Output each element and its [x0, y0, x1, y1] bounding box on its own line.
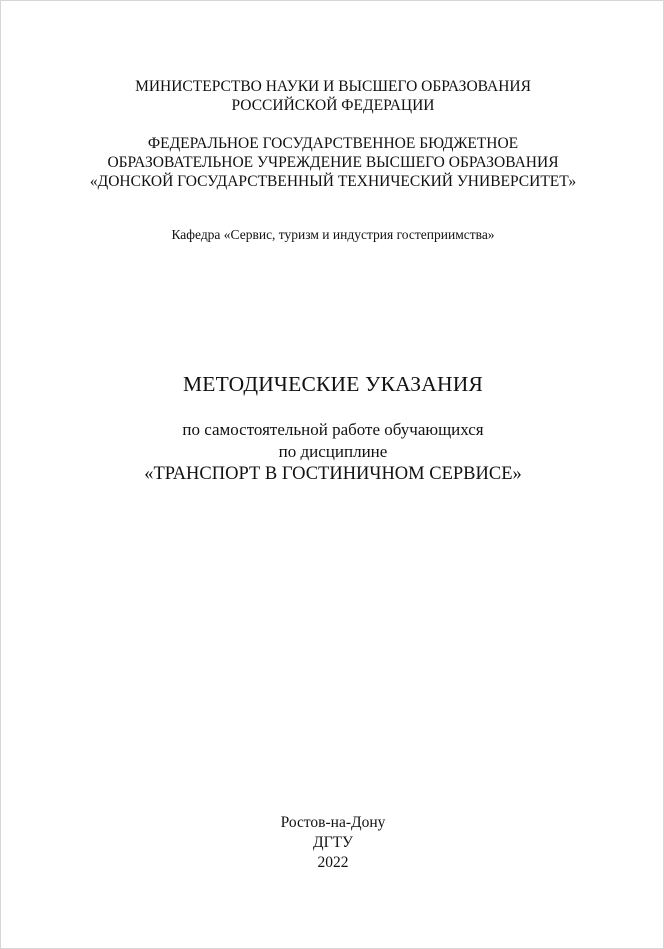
- publisher-name: ДГТУ: [313, 834, 353, 851]
- document-title-text: МЕТОДИЧЕСКИЕ УКАЗАНИЯ: [182, 372, 483, 396]
- discipline-name: «ТРАНСПОРТ В ГОСТИНИЧНОМ СЕРВИСЕ»: [144, 464, 522, 484]
- university-line-1: ФЕДЕРАЛЬНОЕ ГОСУДАРСТВЕННОЕ БЮДЖЕТНОЕ: [147, 135, 519, 152]
- university-header: [1, 134, 664, 191]
- ministry-line-2: РОССИЙСКОЙ ФЕДЕРАЦИИ: [231, 97, 435, 114]
- department-line: Кафедра «Сервис, туризм и индустрия гостеприимства»: [171, 227, 495, 242]
- university-line-2: ОБРАЗОВАТЕЛЬНОЕ УЧРЕЖДЕНИЕ ВЫСШЕГО ОБРАЗОВАНИЯ: [107, 154, 559, 171]
- ministry-header: [1, 77, 664, 115]
- document-title: [1, 371, 664, 397]
- publication-city: Ростов-на-Дону: [280, 814, 386, 831]
- subtitle-line-2: по дисциплине: [278, 442, 388, 461]
- document-subtitle: [1, 419, 664, 486]
- publication-year: 2022: [317, 854, 349, 871]
- department-name: [1, 226, 664, 244]
- publication-info: [1, 813, 664, 873]
- ministry-line-1: МИНИСТЕРСТВО НАУКИ И ВЫСШЕГО ОБРАЗОВАНИЯ: [135, 78, 531, 95]
- subtitle-line-1: по самостоятельной работе обучающихся: [182, 420, 484, 439]
- university-line-3: «ДОНСКОЙ ГОСУДАРСТВЕННЫЙ ТЕХНИЧЕСКИЙ УНИВЕРСИТЕТ»: [89, 173, 577, 190]
